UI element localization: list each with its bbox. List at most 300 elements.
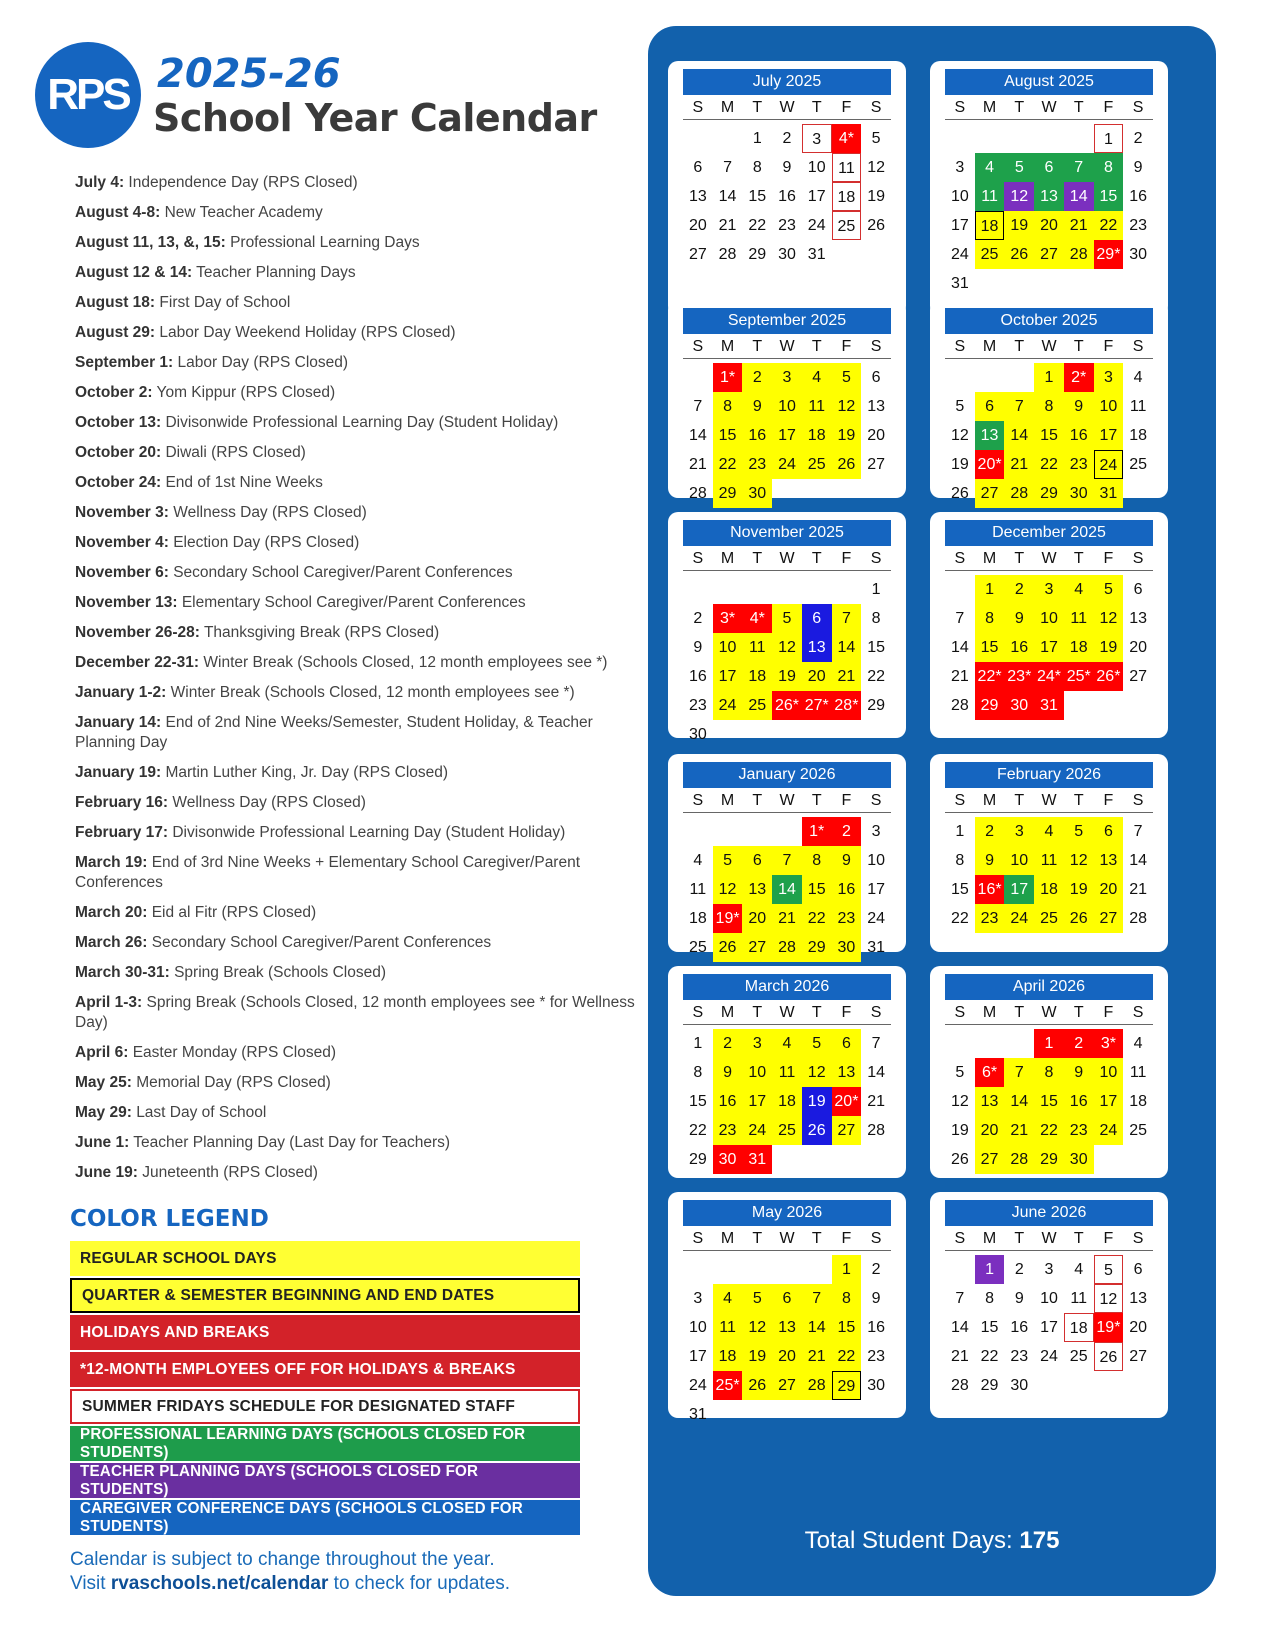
weekday-label: W — [1041, 1230, 1057, 1247]
calendar-day: 4 — [693, 852, 703, 869]
calendar-day: 8 — [802, 846, 832, 875]
calendar-day: 8 — [1034, 1058, 1064, 1087]
calendar-day: 1 — [752, 130, 762, 147]
calendar-day: 19 — [772, 662, 802, 691]
weekday-label: S — [692, 338, 704, 355]
weekday-label: W — [779, 1230, 795, 1247]
calendar-day: 20 — [802, 662, 832, 691]
weekday-label: S — [954, 99, 966, 116]
date-description: Juneteenth (RPS Closed) — [142, 1164, 318, 1181]
calendar-day: 22 — [748, 217, 767, 234]
calendar-day: 26 — [950, 485, 969, 502]
calendar-day: 30 — [1004, 691, 1034, 720]
weekday-header — [945, 548, 1153, 571]
empty-day — [683, 575, 713, 604]
calendar-day: 29 — [748, 246, 767, 263]
weekday-label: T — [1014, 1004, 1025, 1021]
calendar-day: 2 — [782, 130, 792, 147]
calendar-day: 3 — [1094, 363, 1124, 392]
calendar-day: 12 — [1094, 1284, 1124, 1313]
calendar-day: 15 — [975, 633, 1005, 662]
calendar-day: 31 — [1094, 479, 1124, 508]
calendar-day: 20 — [772, 1342, 802, 1371]
calendar-day: 8 — [832, 1284, 862, 1313]
calendar-day: 5 — [1064, 817, 1094, 846]
legend-title: COLOR LEGEND — [70, 1206, 269, 1232]
empty-day — [945, 363, 975, 392]
month-title: October 2025 — [945, 308, 1153, 334]
calendar-day: 14 — [1064, 182, 1094, 211]
empty-day — [832, 575, 862, 604]
calendar-day: 27 — [975, 1145, 1005, 1174]
calendar-day: 5 — [1094, 1255, 1124, 1284]
calendar-day: 10 — [1034, 604, 1064, 633]
calendar-day: 30 — [1129, 246, 1148, 263]
month-title: May 2026 — [683, 1200, 891, 1226]
total-student-days — [648, 1527, 1216, 1555]
calendar-day: 29 — [867, 697, 886, 714]
empty-day — [772, 575, 802, 604]
calendar-day: 25 — [832, 211, 862, 240]
calendar-day: 7 — [1004, 1058, 1034, 1087]
calendar-day: 2 — [871, 1261, 881, 1278]
calendar-day: 3 — [772, 363, 802, 392]
date-description: Secondary School Caregiver/Parent Conferences — [151, 934, 492, 951]
calendar-day: 27 — [1094, 904, 1124, 933]
date-description: First Day of School — [159, 294, 291, 311]
calendar-day: 11 — [975, 182, 1005, 211]
date-description: End of 3rd Nine Weeks + Elementary School Caregiver/Parent Conferences — [75, 854, 581, 891]
calendar-day: 25 — [802, 450, 832, 479]
calendar-day: 1 — [871, 581, 881, 598]
calendar-day: 18 — [1129, 427, 1148, 444]
calendar-day: 23 — [713, 1116, 743, 1145]
calendar-day: 5 — [772, 604, 802, 633]
calendar-day: 21 — [1004, 1116, 1034, 1145]
date-label: September 1: — [75, 354, 174, 371]
calendar-day: 14 — [688, 427, 707, 444]
calendar-day: 7 — [832, 604, 862, 633]
calendar-day: 15 — [713, 421, 743, 450]
weekday-label: M — [982, 338, 997, 355]
calendar-day: 2 — [832, 817, 862, 846]
calendar-day: 4 — [1074, 1261, 1084, 1278]
calendar-day: 7 — [1004, 392, 1034, 421]
month-grid — [945, 97, 1153, 298]
empty-day — [945, 1029, 975, 1058]
calendar-day: 31 — [1034, 691, 1064, 720]
date-description: Thanksgiving Break (RPS Closed) — [203, 624, 440, 641]
weekday-label: F — [841, 338, 852, 355]
calendar-day: 7 — [871, 1035, 881, 1052]
month-title: April 2026 — [945, 974, 1153, 1000]
date-description: Easter Monday (RPS Closed) — [132, 1044, 337, 1061]
calendar-day: 7 — [802, 1284, 832, 1313]
weekday-label: T — [811, 338, 822, 355]
calendar-day: 3 — [802, 124, 832, 153]
calendar-day: 19 — [950, 456, 969, 473]
weekday-label: F — [1103, 338, 1114, 355]
calendar-day: 14 — [832, 633, 862, 662]
important-dates-list — [75, 173, 655, 1193]
empty-day — [975, 363, 1005, 392]
weekday-header — [683, 1228, 891, 1251]
date-label: October 24: — [75, 474, 162, 491]
calendar-day: 4 — [1034, 817, 1064, 846]
date-description: Diwali (RPS Closed) — [165, 444, 306, 461]
calendar-day: 27 — [688, 246, 707, 263]
calendar-day: 30 — [1010, 1377, 1029, 1394]
date-item — [75, 933, 655, 953]
calendar-day: 5 — [955, 398, 965, 415]
date-label: February 16: — [75, 794, 169, 811]
calendar-day: 11 — [713, 1313, 743, 1342]
calendar-day: 1 — [975, 1255, 1005, 1284]
month-grid — [683, 97, 891, 269]
date-label: October 20: — [75, 444, 162, 461]
calendar-day: 27 — [742, 933, 772, 962]
date-item — [75, 533, 655, 553]
calendar-day: 16 — [832, 875, 862, 904]
calendar-day: 5 — [1094, 575, 1124, 604]
month-grid — [683, 790, 891, 962]
month-calendar — [930, 1192, 1168, 1418]
calendar-day: 29 — [832, 1371, 862, 1400]
calendar-day: 17 — [688, 1348, 707, 1365]
month-calendar — [668, 300, 906, 502]
calendar-day: 19* — [713, 904, 743, 933]
calendar-day: 17 — [807, 188, 826, 205]
calendar-day: 20* — [832, 1087, 862, 1116]
calendar-day: 21 — [802, 1342, 832, 1371]
calendar-day: 10 — [1004, 846, 1034, 875]
calendar-day: 2 — [1064, 1029, 1094, 1058]
calendar-day: 20 — [1129, 1319, 1148, 1336]
date-item — [75, 623, 655, 643]
calendar-day: 25 — [1129, 456, 1148, 473]
weekday-header — [945, 790, 1153, 813]
empty-day — [1064, 124, 1094, 153]
weekday-header — [683, 548, 891, 571]
date-label: May 29: — [75, 1104, 132, 1121]
weekday-header — [945, 97, 1153, 120]
calendar-day: 10 — [867, 852, 886, 869]
calendar-day: 6 — [1034, 153, 1064, 182]
month-calendar — [930, 61, 1168, 316]
weekday-label: M — [720, 99, 735, 116]
calendar-day: 16 — [1010, 1319, 1029, 1336]
date-item — [75, 473, 655, 493]
calendar-day: 21 — [772, 904, 802, 933]
calendar-day: 9 — [832, 846, 862, 875]
calendar-day: 8 — [871, 610, 881, 627]
weekday-label: W — [1041, 1004, 1057, 1021]
date-label: January 19: — [75, 764, 162, 781]
calendar-day: 19 — [832, 421, 862, 450]
calendar-day: 9 — [975, 846, 1005, 875]
calendar-day: 18 — [1129, 1093, 1148, 1110]
weekday-label: F — [841, 792, 852, 809]
calendar-day: 24 — [867, 910, 886, 927]
calendar-day: 15 — [748, 188, 767, 205]
calendar-day: 3 — [955, 159, 965, 176]
calendar-day: 18 — [832, 182, 862, 211]
calendar-day: 28 — [718, 246, 737, 263]
calendar-day: 3 — [871, 823, 881, 840]
calendar-day: 3 — [742, 1029, 772, 1058]
legend-item — [70, 1241, 580, 1276]
calendar-day: 22 — [1034, 1116, 1064, 1145]
calendar-day: 6 — [1133, 1261, 1143, 1278]
date-description: Yom Kippur (RPS Closed) — [156, 384, 336, 401]
month-title: August 2025 — [945, 69, 1153, 95]
weekday-label: S — [692, 1230, 704, 1247]
month-grid — [945, 1228, 1153, 1400]
empty-day — [772, 1255, 802, 1284]
calendar-day: 23 — [1064, 1116, 1094, 1145]
calendar-day: 13 — [867, 398, 886, 415]
calendar-day: 18 — [1034, 875, 1064, 904]
empty-day — [683, 363, 713, 392]
calendar-day: 27 — [867, 456, 886, 473]
weekday-label: W — [1041, 338, 1057, 355]
date-label: January 1-2: — [75, 684, 167, 701]
calendar-day: 10 — [688, 1319, 707, 1336]
calendar-day: 13 — [975, 421, 1005, 450]
calendar-day: 1 — [975, 575, 1005, 604]
calendar-day: 23 — [975, 904, 1005, 933]
calendar-day: 26 — [1004, 240, 1034, 269]
weekday-label: T — [1073, 1230, 1084, 1247]
legend-label: CAREGIVER CONFERENCE DAYS (SCHOOLS CLOSED FOR STUDENTS) — [80, 1499, 523, 1535]
weekday-label: F — [841, 550, 852, 567]
calendar-day: 4 — [1064, 575, 1094, 604]
weekday-label: T — [752, 792, 763, 809]
calendar-day: 25 — [1129, 1122, 1148, 1139]
calendar-day: 2* — [1064, 363, 1094, 392]
calendar-day: 2 — [742, 363, 772, 392]
date-label: April 1-3: — [75, 994, 143, 1011]
calendar-day: 15 — [980, 1319, 999, 1336]
date-description: Elementary School Caregiver/Parent Conferences — [181, 594, 526, 611]
calendar-day: 28 — [772, 933, 802, 962]
calendar-day: 8 — [693, 1064, 703, 1081]
date-label: November 13: — [75, 594, 178, 611]
calendar-day: 14 — [867, 1064, 886, 1081]
calendar-day: 6* — [975, 1058, 1005, 1087]
calendar-day: 24 — [950, 246, 969, 263]
date-description: Labor Day (RPS Closed) — [177, 354, 349, 371]
calendar-day: 9 — [693, 639, 703, 656]
weekday-label: T — [811, 99, 822, 116]
calendar-day: 24* — [1034, 662, 1064, 691]
calendar-day: 4 — [772, 1029, 802, 1058]
weekday-label: F — [1103, 1230, 1114, 1247]
calendar-day: 11 — [772, 1058, 802, 1087]
weekday-label: F — [841, 99, 852, 116]
month-title: January 2026 — [683, 762, 891, 788]
date-item — [75, 1163, 655, 1183]
calendar-day: 20 — [1034, 211, 1064, 240]
date-label: August 29: — [75, 324, 156, 341]
month-calendar — [668, 512, 906, 743]
calendar-day: 25 — [772, 1116, 802, 1145]
calendar-day: 18 — [688, 910, 707, 927]
calendar-day: 27 — [975, 479, 1005, 508]
date-description: Wellness Day (RPS Closed) — [172, 794, 366, 811]
calendar-day: 5 — [1004, 153, 1034, 182]
date-item — [75, 1043, 655, 1063]
date-item — [75, 763, 655, 783]
weekday-label: T — [811, 1230, 822, 1247]
logo-text: RPS — [47, 70, 129, 119]
footer-line2 — [70, 1572, 510, 1596]
calendar-day: 4* — [742, 604, 772, 633]
calendar-day: 29 — [802, 933, 832, 962]
month-grid — [683, 548, 891, 749]
calendar-day: 12 — [950, 427, 969, 444]
weekday-label: M — [982, 1004, 997, 1021]
weekday-header — [683, 97, 891, 120]
calendar-day: 26* — [772, 691, 802, 720]
calendar-day: 18 — [1064, 1313, 1094, 1342]
legend-label: QUARTER & SEMESTER BEGINNING AND END DATES — [82, 1286, 495, 1304]
calendar-day: 4 — [975, 153, 1005, 182]
empty-day — [713, 817, 743, 846]
calendar-day: 8 — [985, 1290, 995, 1307]
calendar-day: 15 — [950, 881, 969, 898]
calendar-day: 2 — [1014, 1261, 1024, 1278]
calendar-day: 31 — [688, 1406, 707, 1423]
date-item — [75, 413, 655, 433]
total-label: Total Student Days: — [804, 1527, 1013, 1554]
calendar-day: 29 — [975, 691, 1005, 720]
calendar-day: 21 — [1129, 881, 1148, 898]
calendar-day: 28 — [1004, 1145, 1034, 1174]
weekday-label: S — [870, 99, 882, 116]
empty-day — [975, 1029, 1005, 1058]
weekday-label: F — [1103, 550, 1114, 567]
date-description: Eid al Fitr (RPS Closed) — [151, 904, 317, 921]
weekday-label: S — [692, 99, 704, 116]
calendar-day: 28 — [1064, 240, 1094, 269]
weekday-label: T — [752, 550, 763, 567]
date-description: Teacher Planning Day (Last Day for Teachers) — [133, 1134, 451, 1151]
calendar-day: 5 — [742, 1284, 772, 1313]
empty-day — [1004, 124, 1034, 153]
calendar-day: 14 — [718, 188, 737, 205]
weekday-label: T — [811, 792, 822, 809]
calendar-day: 7 — [1133, 823, 1143, 840]
calendar-day: 17 — [867, 881, 886, 898]
month-calendar — [930, 512, 1168, 738]
calendar-day: 4 — [713, 1284, 743, 1313]
empty-day — [802, 575, 832, 604]
calendar-day: 13 — [742, 875, 772, 904]
weekday-label: M — [982, 99, 997, 116]
calendar-day: 26 — [832, 450, 862, 479]
date-label: November 4: — [75, 534, 169, 551]
calendar-day: 27 — [1129, 1348, 1148, 1365]
weekday-label: S — [692, 1004, 704, 1021]
date-label: April 6: — [75, 1044, 129, 1061]
calendar-day: 2 — [713, 1029, 743, 1058]
weekday-label: S — [954, 1230, 966, 1247]
weekday-label: S — [692, 792, 704, 809]
calendar-day: 5 — [713, 846, 743, 875]
calendar-day: 22 — [713, 450, 743, 479]
calendar-day: 27 — [772, 1371, 802, 1400]
empty-day — [1004, 363, 1034, 392]
calendar-day: 29 — [1034, 1145, 1064, 1174]
weekday-header — [945, 1228, 1153, 1251]
date-item — [75, 203, 655, 223]
date-item — [75, 793, 655, 813]
calendar-panel — [648, 26, 1216, 1596]
date-item — [75, 383, 655, 403]
calendar-day: 7 — [955, 610, 965, 627]
date-item — [75, 263, 655, 283]
calendar-day: 31 — [867, 939, 886, 956]
calendar-day: 2 — [975, 817, 1005, 846]
weekday-label: S — [1132, 99, 1144, 116]
calendar-day: 20* — [975, 450, 1005, 479]
calendar-day: 9 — [1004, 604, 1034, 633]
color-legend — [70, 1241, 580, 1537]
month-title: March 2026 — [683, 974, 891, 1000]
calendar-day: 21 — [1004, 450, 1034, 479]
footer-visit: Visit — [70, 1573, 106, 1594]
weekday-header — [945, 336, 1153, 359]
empty-day — [1004, 1029, 1034, 1058]
weekday-label: T — [1073, 792, 1084, 809]
empty-day — [975, 124, 1005, 153]
date-label: November 6: — [75, 564, 169, 581]
date-description: Winter Break (Schools Closed, 12 month employees see *) — [203, 654, 608, 671]
weekday-label: T — [752, 99, 763, 116]
calendar-day: 18 — [713, 1342, 743, 1371]
date-item — [75, 323, 655, 343]
calendar-day: 25* — [1064, 662, 1094, 691]
calendar-day: 12 — [802, 1058, 832, 1087]
date-description: Election Day (RPS Closed) — [173, 534, 360, 551]
calendar-day: 27 — [1034, 240, 1064, 269]
calendar-day: 6 — [1133, 581, 1143, 598]
calendar-day: 24 — [1004, 904, 1034, 933]
calendar-link[interactable]: rvaschools.net/calendar — [110, 1573, 329, 1594]
rps-logo — [35, 42, 141, 148]
calendar-day: 20 — [688, 217, 707, 234]
calendar-day: 1 — [1094, 124, 1124, 153]
calendar-day: 5 — [871, 130, 881, 147]
weekday-label: M — [982, 1230, 997, 1247]
calendar-day: 30 — [832, 933, 862, 962]
weekday-label: F — [1103, 792, 1114, 809]
month-grid — [945, 790, 1153, 933]
calendar-day: 15 — [1034, 1087, 1064, 1116]
weekday-label: S — [870, 1230, 882, 1247]
calendar-day: 22* — [975, 662, 1005, 691]
school-year: 2025-26 — [157, 51, 341, 97]
date-description: Last Day of School — [136, 1104, 267, 1121]
calendar-day: 29 — [980, 1377, 999, 1394]
calendar-day: 17 — [950, 217, 969, 234]
calendar-day: 3 — [1044, 1261, 1054, 1278]
date-label: October 2: — [75, 384, 153, 401]
date-description: Spring Break (Schools Closed) — [174, 964, 387, 981]
calendar-day: 30 — [713, 1145, 743, 1174]
calendar-day: 12 — [742, 1313, 772, 1342]
